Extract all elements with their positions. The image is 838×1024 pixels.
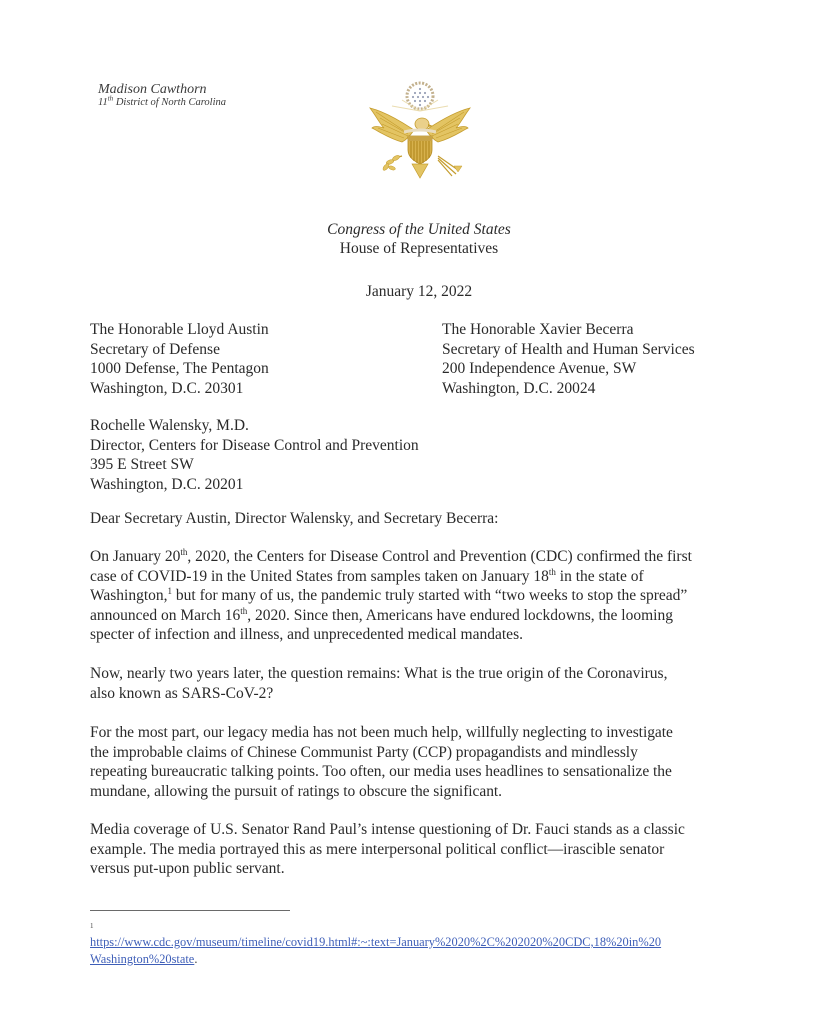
recipient-address-walensky [90, 416, 419, 494]
salutation: Dear Secretary Austin, Director Walensky, and Secretary Becerra: [90, 510, 499, 527]
footnote-number: 1 [90, 922, 94, 930]
address-line: The Honorable Lloyd Austin [90, 321, 269, 338]
address-line: 200 Independence Avenue, SW [442, 360, 637, 378]
address-line: Washington, D.C. 20024 [442, 379, 596, 397]
address-line: Washington, D.C. 20201 [90, 475, 244, 493]
sender-block [98, 82, 226, 109]
body-paragraph-3: For the most part, our legacy media has not been much help, willfully neglecting to investigate the improbable claims of Chinese Communist Party (CCP) propagandists and mindlessly repeating bureaucratic talking points. Too often, our media uses headlines to sensationalize the mundane, allowing the pursuit of ratings to obscure the significant. [90, 724, 673, 800]
address-line: The Honorable Xavier Becerra [442, 321, 634, 338]
sender-district: 11th District of North Carolina [98, 94, 226, 109]
institution-title: Congress of the United States [327, 221, 511, 238]
body-paragraph-1: On January 20th, 2020, the Centers for Disease Control and Prevention (CDC) confirmed the first case of COVID-19 in the United States from samples taken on January 18th in the state of Washington,$^1$ but for many of us, the pandemic truly started with “two weeks to stop the spread” announced on March 16th, 2020. Since then, Americans have endured lockdowns, the looming specter of infection and illness, and unprecedented medical mandates. [90, 546, 692, 644]
footnote-divider [90, 910, 290, 911]
footnote-link-line-1[interactable]: https://www.cdc.gov/museum/timeline/covid19.html#:~:text=January%2020%2C%202020%20CDC,18%20in%20 [90, 935, 662, 949]
letter-date: January 12, 2022 [365, 283, 473, 300]
chamber-title: House of Representatives [339, 240, 499, 257]
great-seal-eagle-icon [362, 78, 478, 182]
footnote-link-line-2[interactable]: Washington%20state [90, 951, 195, 966]
address-line: 395 E Street SW [90, 456, 194, 474]
address-line: Secretary of Defense [90, 340, 220, 358]
sender-name: Madison Cawthorn [98, 82, 207, 97]
address-line: Secretary of Health and Human Services [442, 340, 695, 358]
address-line: 1000 Defense, The Pentagon [90, 360, 269, 378]
footnote-period: . [194, 951, 198, 966]
recipient-address-austin [90, 320, 269, 398]
recipient-address-becerra [442, 320, 695, 398]
address-line: Director, Centers for Disease Control and Prevention [90, 436, 419, 454]
address-line: Rochelle Walensky, M.D. [90, 417, 249, 434]
address-line: Washington, D.C. 20301 [90, 379, 244, 397]
body-paragraph-4: Media coverage of U.S. Senator Rand Paul’s intense questioning of Dr. Fauci stands as a classic example. The media portrayed this as mere interpersonal political conflict—irascible senator versus put-upon public servant. [90, 821, 685, 878]
footnote-link[interactable] [90, 934, 661, 967]
body-paragraph-2: Now, nearly two years later, the question remains: What is the true origin of the Coronavirus, also known as SARS-CoV-2? [90, 665, 668, 702]
footnote-reference[interactable]: 1 [167, 586, 173, 597]
